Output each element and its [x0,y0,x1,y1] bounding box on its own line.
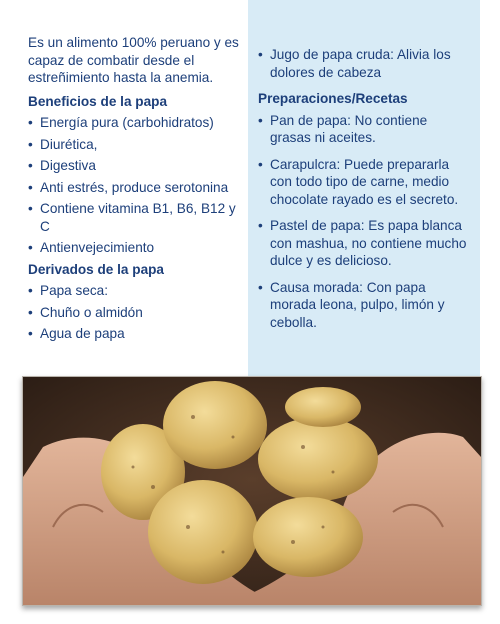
list-item: • Antienvejecimiento [28,239,243,257]
beneficios-heading: Beneficios de la papa [28,93,168,109]
list-item: • Jugo de papa cruda: Alivia los dolores de cabeza [258,46,470,81]
preparaciones-heading: Preparaciones/Recetas [258,91,408,106]
right-column [258,46,470,340]
list-item: • Carapulcra: Puede prepararla con todo tipo de carne, medio chocolate rayado es el secreto. [258,156,470,209]
list-item: • Causa morada: Con papa morada leona, pulpo, limón y cebolla. [258,279,470,332]
list-item: • Contiene vitamina B1, B6, B12 y C [28,200,243,235]
list-item: • Agua de papa [28,325,243,343]
derivados-heading: Derivados de la papa [28,261,164,277]
list-item: • Papa seca: [28,282,243,300]
left-column [28,34,243,347]
jugo-list [258,46,470,81]
list-item: • Pastel de papa: Es papa blanca con mashua, no contiene mucho dulce y es delicioso. [258,217,470,270]
intro-text: Es un alimento 100% peruano y es capaz de combatir desde el estreñimiento hasta la anemia. [28,35,239,85]
list-item: • Energía pura (carbohidratos) [28,114,243,132]
list-item: • Diurética, [28,136,243,154]
derivados-list [28,282,243,343]
list-item: • Anti estrés, produce serotonina [28,179,243,197]
recetas-list [258,112,470,332]
list-item: • Pan de papa: No contiene grasas ni aceites. [258,112,470,147]
beneficios-list [28,114,243,257]
potatoes-in-hands-photo [22,376,482,606]
list-item: • Chuño o almidón [28,304,243,322]
list-item: • Digestiva [28,157,243,175]
